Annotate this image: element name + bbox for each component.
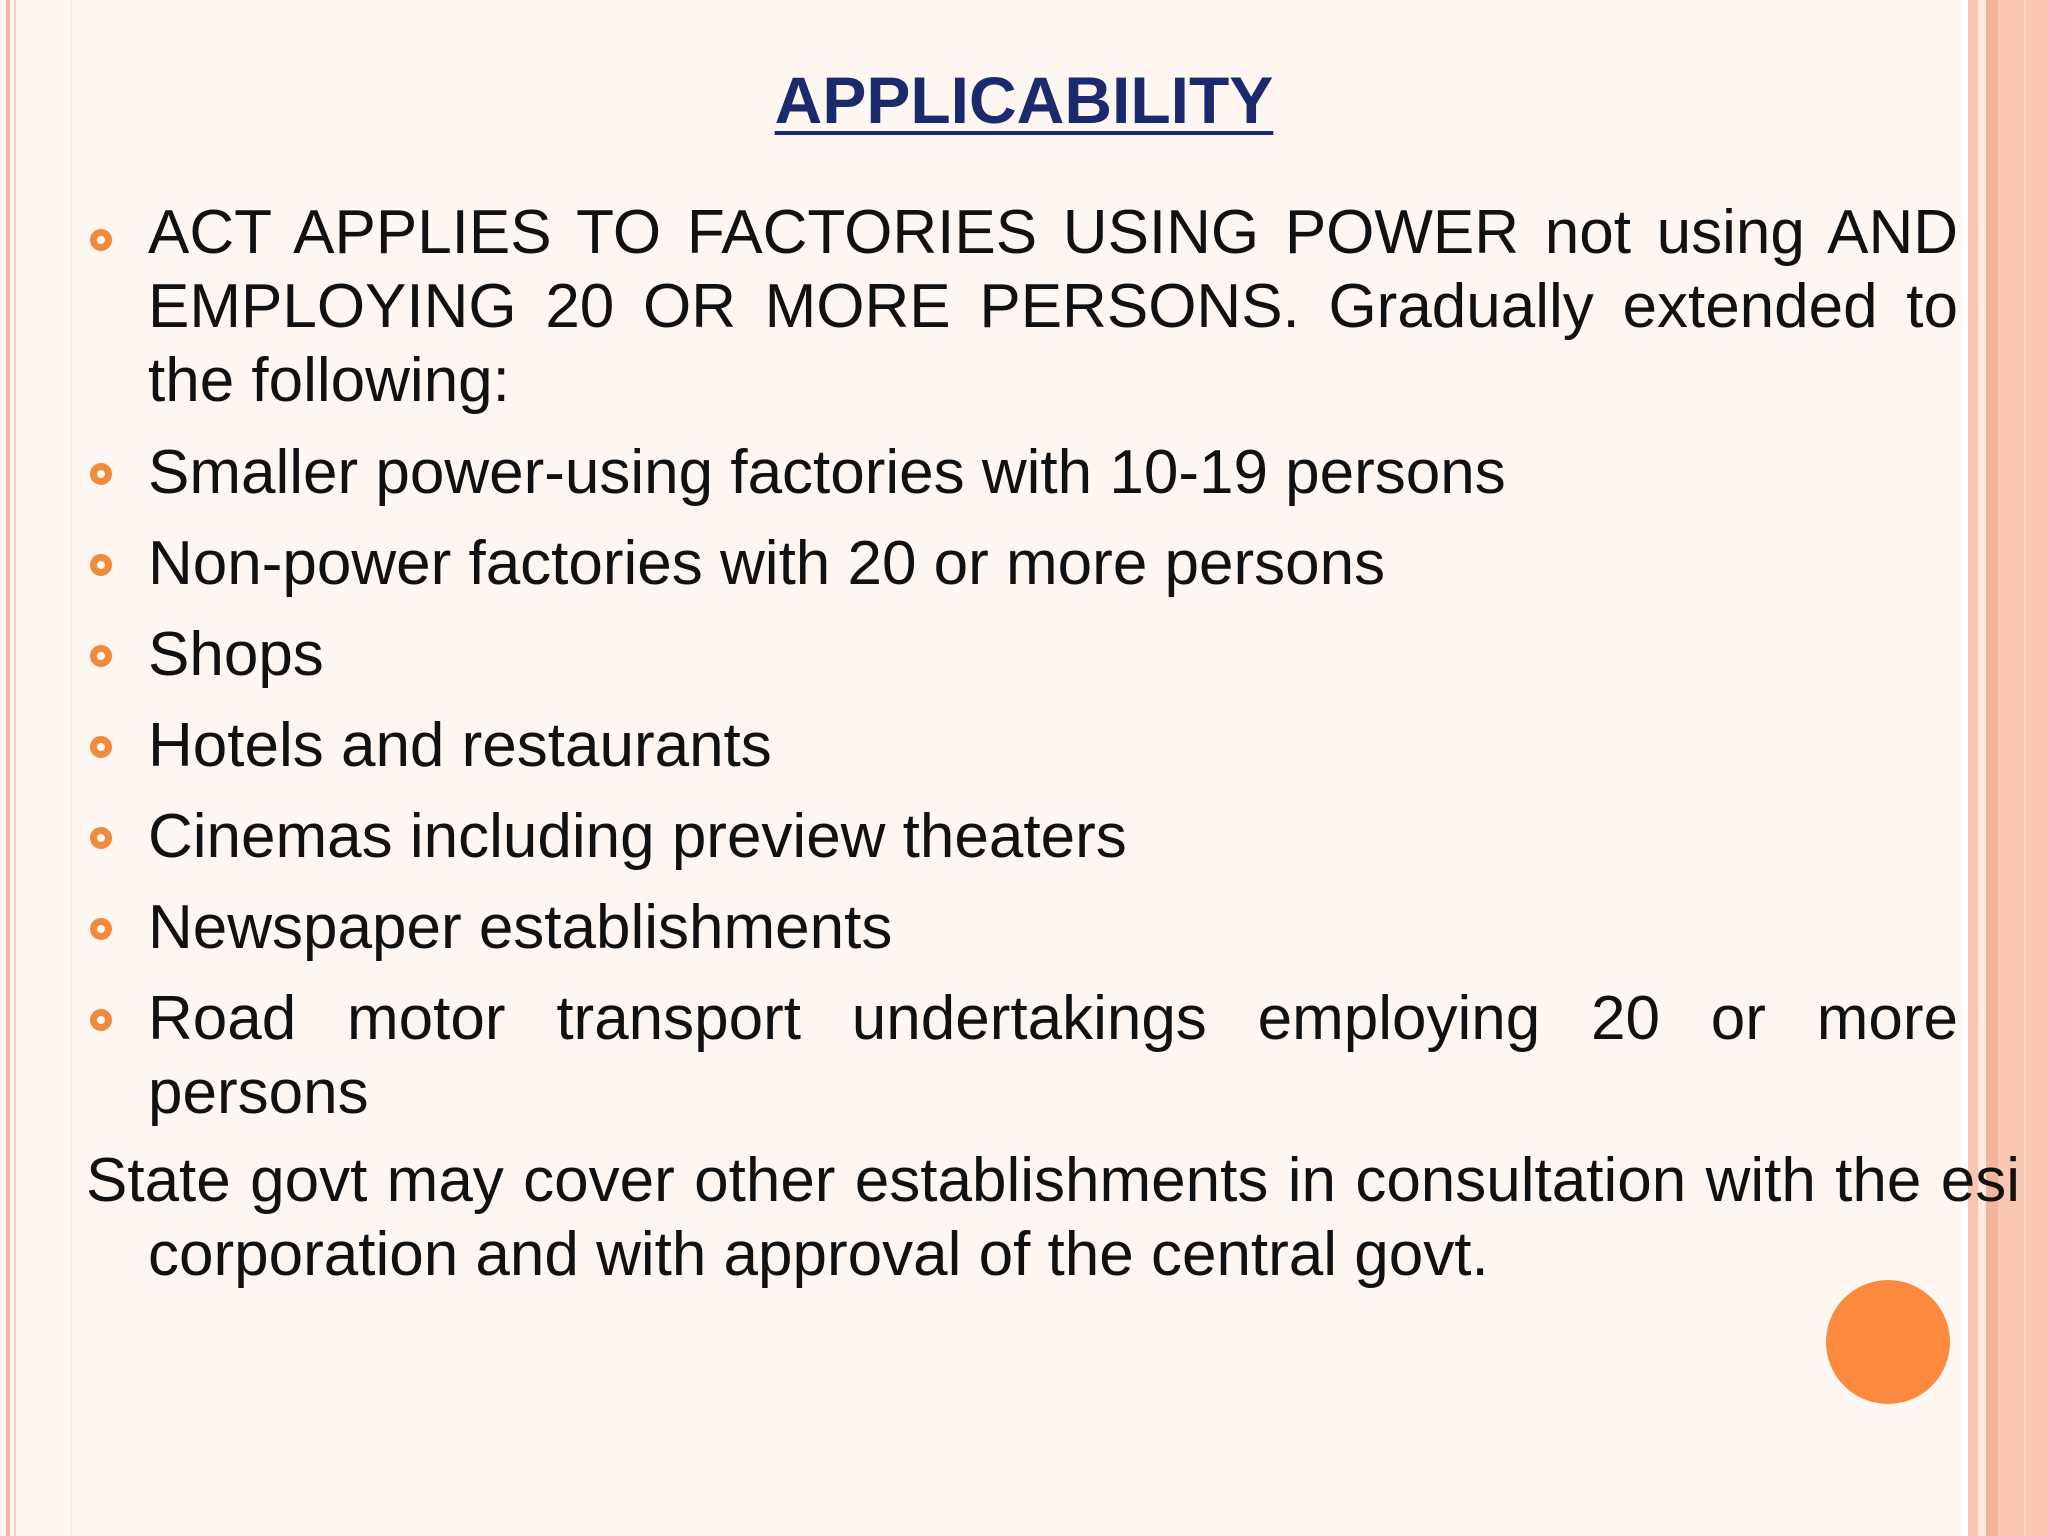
bullet-icon (90, 736, 112, 758)
left-border-line (6, 0, 10, 1536)
closing-paragraph: State govt may cover other establishments in consultation with the esi corporation and with approval of the central govt. (86, 1146, 2020, 1289)
bullet-icon (90, 554, 112, 576)
bullet-icon (90, 229, 112, 251)
bullet-icon (90, 645, 112, 667)
list-item: Smaller power-using factories with 10-19 persons (148, 438, 1506, 507)
left-border-line-thin (14, 0, 16, 1536)
right-border-stripe (2024, 0, 2026, 1536)
right-border-band (1998, 0, 2048, 1536)
bullet-icon (90, 918, 112, 940)
bullet-icon (90, 463, 112, 485)
list-item: Shops (148, 620, 324, 689)
right-border-band (1986, 0, 1998, 1536)
list-item: Non-power factories with 20 or more persons (148, 529, 1386, 598)
left-margin-line (70, 0, 72, 1536)
bullet-icon (90, 1009, 112, 1031)
orange-circle-icon (1826, 1280, 1950, 1404)
list-item: Hotels and restaurants (148, 711, 772, 780)
slide-title (0, 62, 2048, 138)
right-border-band (1968, 0, 1978, 1536)
right-border-gap (1978, 0, 1986, 1536)
slide-title-text: APPLICABILITY (774, 63, 1274, 137)
list-item: Newspaper establishments (148, 893, 893, 962)
bullet-icon (90, 827, 112, 849)
list-item: Road motor transport undertakings employing 20 or more persons (148, 984, 1958, 1127)
list-item: ACT APPLIES TO FACTORIES USING POWER not using AND EMPLOYING 20 OR MORE PERSONS. Gradually extended to the following: (148, 198, 1958, 415)
list-item: Cinemas including preview theaters (148, 802, 1127, 871)
